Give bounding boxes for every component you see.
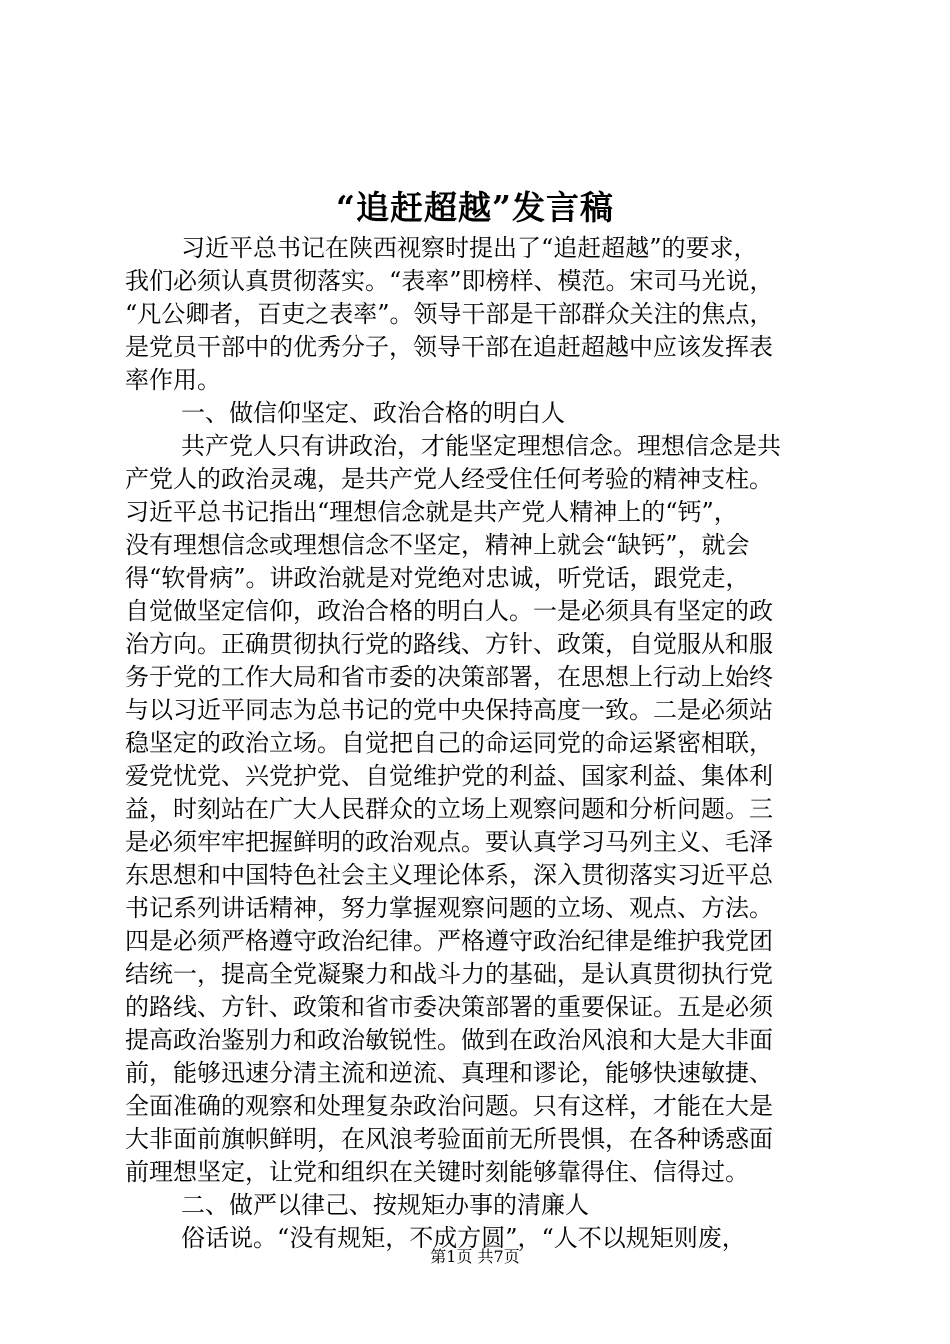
text-line: 务于党的工作大局和省市委的决策部署，在思想上行动上始终 [125,663,773,691]
text-line: 习近平总书记在陕西视察时提出了“追赶超越”的要求， [181,234,758,262]
page-number-footer: 第1页 共7页 [430,1247,520,1266]
text-line: 书记系列讲话精神，努力掌握观察问题的立场、观点、方法。 [125,894,773,922]
text-line: 结统一，提高全党凝聚力和战斗力的基础，是认真贯彻执行党 [125,960,773,988]
text-line: 产党人的政治灵魂，是共产党人经受住任何考验的精神支柱。 [125,465,773,493]
text-line: 自觉做坚定信仰，政治合格的明白人。一是必须具有坚定的政 [125,597,773,625]
document-title: “追赶超越”发言稿 [336,188,614,227]
section-heading: 二、做严以律己、按规矩办事的清廉人 [181,1191,589,1219]
text-line: 没有理想信念或理想信念不坚定，精神上就会“缺钙”，就会 [125,531,750,559]
section-heading: 一、做信仰坚定、政治合格的明白人 [181,399,565,427]
text-line: 是必须牢牢把握鲜明的政治观点。要认真学习马列主义、毛泽 [125,828,773,856]
document-body [125,232,829,1255]
text-line: 是党员干部中的优秀分子，领导干部在追赶超越中应该发挥表 [125,333,773,361]
text-line: 爱党忧党、兴党护党、自觉维护党的利益、国家利益、集体利 [125,762,773,790]
text-line: 东思想和中国特色社会主义理论体系，深入贯彻落实习近平总 [125,861,773,889]
text-line: 俗话说。“没有规矩，不成方圆”，“人不以规矩则废， [181,1224,746,1252]
text-line: 我们必须认真贯彻落实。“表率”即榜样、模范。宋司马光说， [125,267,774,295]
text-line: 大非面前旗帜鲜明，在风浪考验面前无所畏惧，在各种诱惑面 [125,1125,773,1153]
text-line: 四是必须严格遵守政治纪律。严格遵守政治纪律是维护我党团 [125,927,773,955]
text-line: 率作用。 [125,366,221,394]
text-line: 前，能够迅速分清主流和逆流、真理和谬论，能够快速敏捷、 [125,1059,773,1087]
text-line: 治方向。正确贯彻执行党的路线、方针、政策，自觉服从和服 [125,630,773,658]
text-line: 前理想坚定，让党和组织在关键时刻能够靠得住、信得过。 [125,1158,749,1186]
text-line: 的路线、方针、政策和省市委决策部署的重要保证。五是必须 [125,993,773,1021]
text-line: 益，时刻站在广大人民群众的立场上观察问题和分析问题。三 [125,795,773,823]
text-line: 稳坚定的政治立场。自觉把自己的命运同党的命运紧密相联， [125,729,773,757]
text-line: “凡公卿者，百吏之表率”。领导干部是干部群众关注的焦点， [125,300,774,328]
text-line: 习近平总书记指出“理想信念就是共产党人精神上的“钙”， [125,498,738,526]
text-line: 提高政治鉴别力和政治敏锐性。做到在政治风浪和大是大非面 [125,1026,773,1054]
text-line: 共产党人只有讲政治，才能坚定理想信念。理想信念是共 [181,432,781,460]
text-line: 与以习近平同志为总书记的党中央保持高度一致。二是必须站 [125,696,773,724]
text-line: 得“软骨病”。讲政治就是对党绝对忠诚，听党话，跟党走， [125,564,750,592]
text-line: 全面准确的观察和处理复杂政治问题。只有这样，才能在大是 [125,1092,773,1120]
